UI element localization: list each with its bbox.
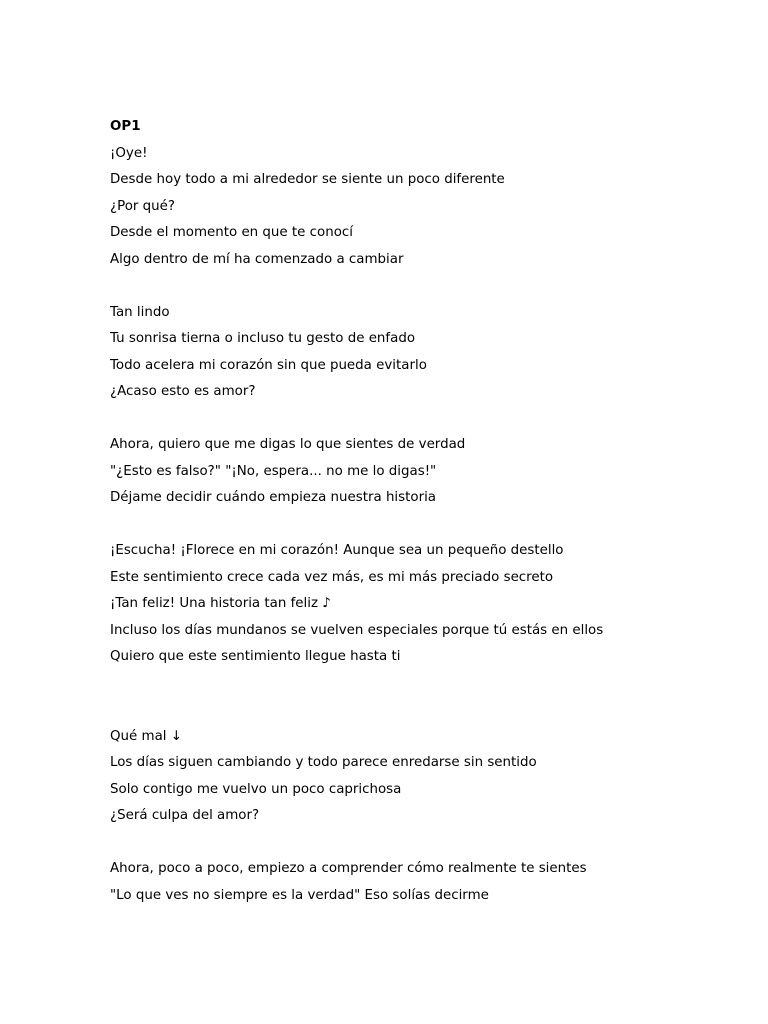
lyric-line: Quiero que este sentimiento llegue hasta ti xyxy=(110,649,401,664)
lyric-line: ¿Por qué? xyxy=(110,198,175,214)
verse-2 xyxy=(110,300,730,406)
verse-spacer xyxy=(110,406,730,433)
lyric-line: Qué mal ↓ xyxy=(110,728,182,744)
lyric-line: Desde el momento en que te conocí xyxy=(110,225,353,240)
verse-6 xyxy=(110,856,730,909)
lyric-line: ¡Oye! xyxy=(110,145,148,161)
lyric-line: Desde hoy todo a mi alrededor se siente un poco diferente xyxy=(110,172,505,187)
verse-5 xyxy=(110,724,730,830)
lyric-line: Déjame decidir cuándo empieza nuestra historia xyxy=(110,490,437,505)
lyric-line: Solo contigo me vuelvo un poco caprichosa xyxy=(110,781,402,797)
lyric-line: "Lo que ves no siempre es la verdad" Eso solías decirme xyxy=(110,887,489,903)
lyric-line: ¿Acaso esto es amor? xyxy=(110,384,256,399)
verse-spacer xyxy=(110,273,730,300)
chorus xyxy=(110,538,730,671)
lyric-line: ¡Tan feliz! Una historia tan feliz ♪ xyxy=(110,596,331,611)
lyric-line: Tan lindo xyxy=(110,304,170,320)
verse-1 xyxy=(110,141,730,274)
section-spacer xyxy=(110,671,730,724)
verse-spacer xyxy=(110,830,730,857)
lyric-line: Ahora, poco a poco, empiezo a comprender cómo realmente te sientes xyxy=(110,861,587,876)
lyric-line: Todo acelera mi corazón sin que pueda evitarlo xyxy=(110,357,427,373)
song-title: OP1 xyxy=(110,119,141,134)
lyric-line: Ahora, quiero que me digas lo que sientes de verdad xyxy=(110,437,466,452)
verse-3 xyxy=(110,432,730,512)
lyric-line: Incluso los días mundanos se vuelven especiales porque tú estás en ellos xyxy=(110,622,604,638)
lyric-line: Este sentimiento crece cada vez más, es mi más preciado secreto xyxy=(110,569,554,585)
lyric-line: Los días siguen cambiando y todo parece enredarse sin sentido xyxy=(110,755,537,770)
lyric-line: Algo dentro de mí ha comenzado a cambiar xyxy=(110,251,404,267)
lyrics-document xyxy=(110,114,730,909)
lyric-line: "¿Esto es falso?" "¡No, espera... no me lo digas!" xyxy=(110,463,437,479)
lyric-line: ¿Será culpa del amor? xyxy=(110,808,260,823)
verse-spacer xyxy=(110,512,730,539)
lyric-line: Tu sonrisa tierna o incluso tu gesto de enfado xyxy=(110,331,416,346)
lyric-line: ¡Escucha! ¡Florece en mi corazón! Aunque sea un pequeño destello xyxy=(110,543,564,558)
